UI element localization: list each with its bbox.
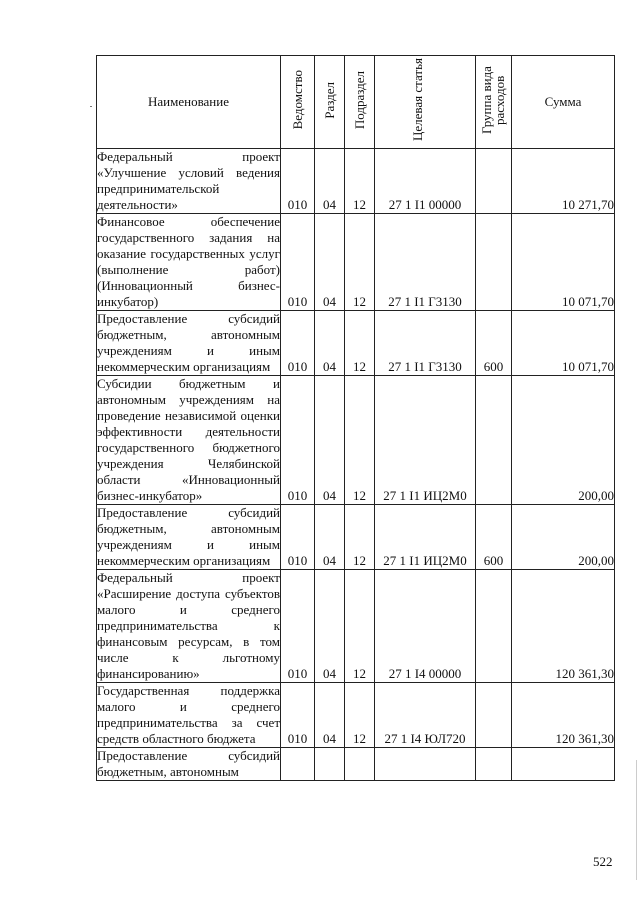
- row-expense-group: [476, 214, 512, 311]
- row-section: 04: [315, 214, 345, 311]
- row-department: 010: [281, 311, 315, 376]
- table-header-row: [97, 56, 615, 149]
- row-name: Субсидии бюджетным и автономным учреждениям на проведение независимой оценки эффективности деятельности государственного бюджетного учреждения Челябинской области «Инновационный бизнес-инкубатор»: [97, 376, 280, 503]
- row-amount: 200,00: [512, 505, 615, 570]
- margin-mark: [90, 106, 92, 107]
- row-subsection: 12: [345, 149, 375, 214]
- row-amount: 120 361,30: [512, 570, 615, 683]
- scan-edge-line: [636, 760, 637, 880]
- header-amount: Сумма: [512, 56, 615, 149]
- row-subsection: 12: [345, 214, 375, 311]
- row-target: 27 1 I4 ЮЛ720: [375, 683, 476, 748]
- row-target: 27 1 I1 Г3130: [375, 311, 476, 376]
- table-row: [97, 214, 615, 311]
- header-target: Целевая статья: [375, 56, 476, 149]
- row-expense-group: 600: [476, 311, 512, 376]
- row-amount: [512, 748, 615, 781]
- row-expense-group: [476, 570, 512, 683]
- header-section: Раздел: [315, 56, 345, 149]
- row-department: 010: [281, 683, 315, 748]
- row-name: Финансовое обеспечение государственного задания на оказание государственных услуг (выполнение работ) (Инновационный бизнес-инкубатор): [97, 214, 280, 309]
- row-target: 27 1 I1 ИЦ2М0: [375, 505, 476, 570]
- table-row: [97, 505, 615, 570]
- row-department: 010: [281, 149, 315, 214]
- row-department: [281, 748, 315, 781]
- table-row: [97, 570, 615, 683]
- row-section: [315, 748, 345, 781]
- row-name: Государственная поддержка малого и среднего предпринимательства за счет средств областного бюджета: [97, 683, 280, 746]
- row-section: 04: [315, 149, 345, 214]
- row-department: 010: [281, 505, 315, 570]
- row-expense-group: 600: [476, 505, 512, 570]
- row-expense-group: [476, 683, 512, 748]
- row-name: Предоставление субсидий бюджетным, автономным учреждениям и иным некоммерческим организациям: [97, 505, 280, 568]
- row-amount: 120 361,30: [512, 683, 615, 748]
- row-amount: 10 271,70: [512, 149, 615, 214]
- row-department: 010: [281, 570, 315, 683]
- row-name: Предоставление субсидий бюджетным, автономным учреждениям и иным некоммерческим организациям: [97, 311, 280, 374]
- row-name: Федеральный проект «Расширение доступа субъектов малого и среднего предпринимательства к финансовым ресурсам, в том числе к льготному финансированию»: [97, 570, 280, 681]
- table-row: [97, 683, 615, 748]
- row-target: 27 1 I4 00000: [375, 570, 476, 683]
- table-row: [97, 311, 615, 376]
- row-name: Предоставление субсидий бюджетным, автономным: [97, 748, 280, 779]
- row-section: 04: [315, 376, 345, 505]
- row-expense-group: [476, 149, 512, 214]
- row-target: [375, 748, 476, 781]
- row-department: 010: [281, 214, 315, 311]
- row-expense-group: [476, 748, 512, 781]
- row-target: 27 1 I1 ИЦ2М0: [375, 376, 476, 505]
- row-department: 010: [281, 376, 315, 505]
- row-subsection: 12: [345, 570, 375, 683]
- row-name: Федеральный проект «Улучшение условий ведения предпринимательской деятельности»: [97, 149, 280, 212]
- header-name: Наименование: [97, 56, 281, 149]
- row-amount: 10 071,70: [512, 311, 615, 376]
- row-subsection: 12: [345, 505, 375, 570]
- header-expense-group: Группа вида расходов: [476, 56, 512, 149]
- table-row: [97, 748, 615, 781]
- header-department: Ведомство: [281, 56, 315, 149]
- table-row: [97, 376, 615, 505]
- page-number: 522: [593, 854, 613, 869]
- row-target: 27 1 I1 00000: [375, 149, 476, 214]
- row-subsection: [345, 748, 375, 781]
- row-section: 04: [315, 683, 345, 748]
- row-amount: 10 071,70: [512, 214, 615, 311]
- row-expense-group: [476, 376, 512, 505]
- row-section: 04: [315, 505, 345, 570]
- row-target: 27 1 I1 Г3130: [375, 214, 476, 311]
- row-subsection: 12: [345, 683, 375, 748]
- row-amount: 200,00: [512, 376, 615, 505]
- budget-table: [96, 55, 615, 781]
- header-subsection: Подраздел: [345, 56, 375, 149]
- row-subsection: 12: [345, 376, 375, 505]
- row-section: 04: [315, 570, 345, 683]
- row-subsection: 12: [345, 311, 375, 376]
- row-section: 04: [315, 311, 345, 376]
- table-row: [97, 149, 615, 214]
